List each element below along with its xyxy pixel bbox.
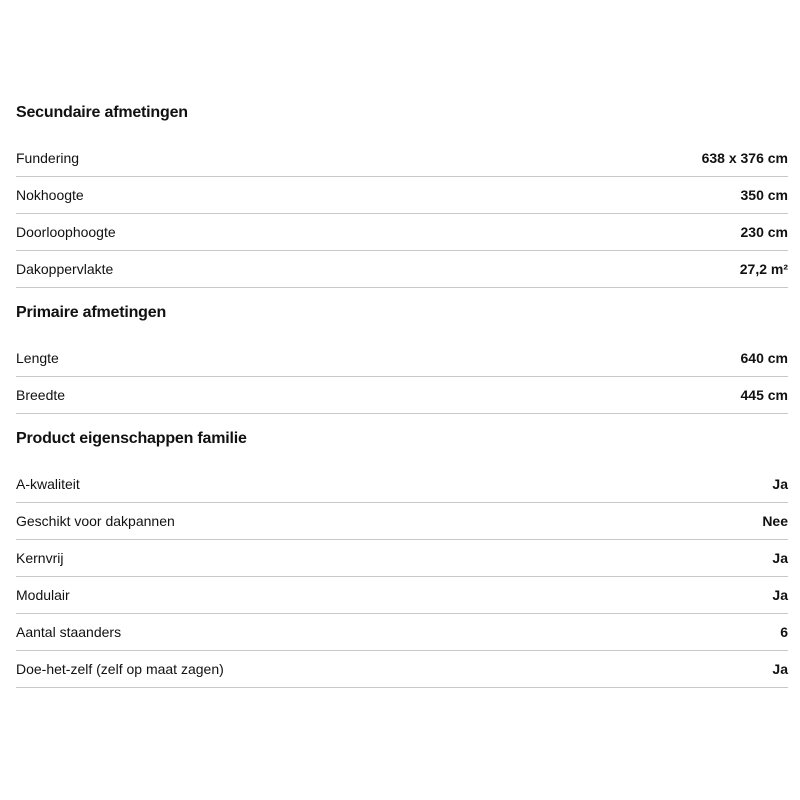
- spec-row-dakoppervlakte: [16, 251, 788, 288]
- spec-label: Geschikt voor dakpannen: [16, 513, 175, 529]
- spec-row-doe-het-zelf: [16, 651, 788, 688]
- spec-value: 640 cm: [740, 350, 788, 366]
- specifications-panel: [16, 96, 788, 688]
- spec-row-nokhoogte: [16, 177, 788, 214]
- spec-row-aantal-staanders: [16, 614, 788, 651]
- spec-label: A-kwaliteit: [16, 476, 80, 492]
- spec-value: 27,2 m²: [739, 261, 788, 277]
- spec-value: 638 x 376 cm: [701, 150, 788, 166]
- spec-value: 230 cm: [740, 224, 788, 240]
- section-product-eigenschappen: [16, 422, 788, 688]
- spec-label: Aantal staanders: [16, 624, 122, 640]
- spec-row-lengte: [16, 340, 788, 377]
- spec-value: 445 cm: [740, 387, 788, 403]
- section-title: Primaire afmetingen: [16, 304, 167, 321]
- spec-label: Doe-het-zelf (zelf op maat zagen): [16, 661, 224, 677]
- spec-label: Fundering: [16, 150, 80, 166]
- spec-label: Nokhoogte: [16, 187, 84, 203]
- spec-row-modulair: [16, 577, 788, 614]
- spec-value: Nee: [762, 513, 788, 529]
- spec-row-kernvrij: [16, 540, 788, 577]
- spec-value: Ja: [772, 587, 788, 603]
- spec-value: Ja: [772, 661, 788, 677]
- section-title: Secundaire afmetingen: [16, 104, 188, 121]
- spec-label: Breedte: [16, 387, 66, 403]
- spec-row-fundering: [16, 140, 788, 177]
- spec-label: Doorloophoogte: [16, 224, 116, 240]
- spec-value: 350 cm: [740, 187, 788, 203]
- spec-label: Kernvrij: [16, 550, 64, 566]
- spec-value: Ja: [772, 550, 788, 566]
- spec-value: 6: [780, 624, 788, 640]
- spec-label: Dakoppervlakte: [16, 261, 114, 277]
- spec-row-breedte: [16, 377, 788, 414]
- spec-label: Modulair: [16, 587, 70, 603]
- spec-row-a-kwaliteit: [16, 466, 788, 503]
- spec-row-geschikt-voor-dakpannen: [16, 503, 788, 540]
- section-secundaire-afmetingen: [16, 96, 788, 288]
- spec-label: Lengte: [16, 350, 59, 366]
- section-title: Product eigenschappen familie: [16, 430, 247, 447]
- spec-value: Ja: [772, 476, 788, 492]
- section-primaire-afmetingen: [16, 296, 788, 414]
- spec-row-doorloophoogte: [16, 214, 788, 251]
